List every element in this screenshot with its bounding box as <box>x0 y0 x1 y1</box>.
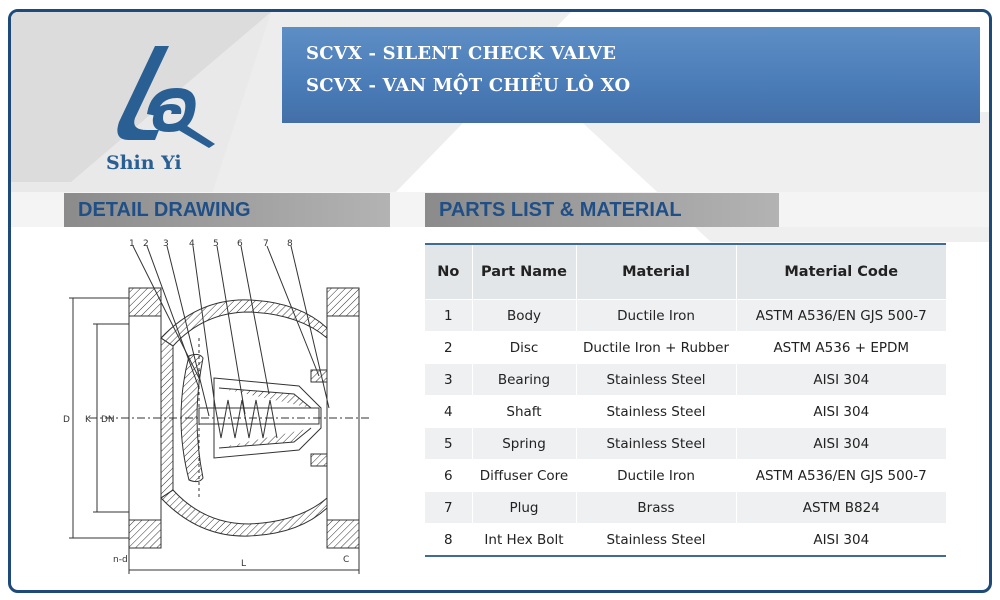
cell-part-name: Plug <box>472 492 576 524</box>
valve-detail-drawing <box>49 238 369 578</box>
cell-part-name: Shaft <box>472 396 576 428</box>
title-english: SCVX - SILENT CHECK VALVE <box>306 43 617 64</box>
col-header-material: Material <box>576 244 736 300</box>
dim-d: D <box>63 415 70 425</box>
callout-7: 7 <box>263 239 269 249</box>
cell-material-code: AISI 304 <box>736 396 946 428</box>
cell-material-code: AISI 304 <box>736 524 946 557</box>
col-header-material-code: Material Code <box>736 244 946 300</box>
cell-no: 8 <box>425 524 472 557</box>
shin-yi-logo-icon <box>97 44 222 154</box>
table-row <box>425 524 946 557</box>
callout-5: 5 <box>213 239 219 249</box>
cell-no: 3 <box>425 364 472 396</box>
brand-name: Shin Yi <box>106 152 182 174</box>
cell-material-code: ASTM A536/EN GJS 500-7 <box>736 460 946 492</box>
callout-4: 4 <box>189 239 195 249</box>
cell-part-name: Disc <box>472 332 576 364</box>
cell-material: Stainless Steel <box>576 524 736 557</box>
cell-no: 1 <box>425 300 472 332</box>
document-frame <box>8 9 992 593</box>
table-row <box>425 364 946 396</box>
cell-part-name: Body <box>472 300 576 332</box>
title-banner <box>282 27 980 123</box>
callout-2: 2 <box>143 239 149 249</box>
cell-no: 7 <box>425 492 472 524</box>
cell-material-code: ASTM B824 <box>736 492 946 524</box>
col-header-part-name: Part Name <box>472 244 576 300</box>
cell-part-name: Diffuser Core <box>472 460 576 492</box>
dim-l: L <box>241 559 247 569</box>
parts-table <box>425 243 946 557</box>
cell-material: Ductile Iron <box>576 300 736 332</box>
dim-dn: DN <box>101 415 115 425</box>
cell-no: 2 <box>425 332 472 364</box>
cell-material-code: AISI 304 <box>736 428 946 460</box>
table-row <box>425 332 946 364</box>
callout-8: 8 <box>287 239 293 249</box>
cell-material: Brass <box>576 492 736 524</box>
col-header-no: No <box>425 244 472 300</box>
table-row <box>425 300 946 332</box>
section-detail-drawing: DETAIL DRAWING <box>64 193 390 227</box>
cell-part-name: Bearing <box>472 364 576 396</box>
table-row <box>425 428 946 460</box>
cell-no: 6 <box>425 460 472 492</box>
cell-material: Stainless Steel <box>576 396 736 428</box>
table-header-row <box>425 244 946 300</box>
title-vietnamese: SCVX - VAN MỘT CHIỀU LÒ XO <box>306 75 631 96</box>
cell-material: Stainless Steel <box>576 428 736 460</box>
dim-c: C <box>343 555 350 565</box>
cell-part-name: Spring <box>472 428 576 460</box>
table-row <box>425 460 946 492</box>
cell-no: 4 <box>425 396 472 428</box>
cell-material-code: AISI 304 <box>736 364 946 396</box>
cell-material: Stainless Steel <box>576 364 736 396</box>
cell-no: 5 <box>425 428 472 460</box>
section-parts-list: PARTS LIST & MATERIAL <box>425 193 779 227</box>
dim-k: K <box>85 415 91 425</box>
callout-1: 1 <box>129 239 135 249</box>
cell-material: Ductile Iron + Rubber <box>576 332 736 364</box>
cell-part-name: Int Hex Bolt <box>472 524 576 557</box>
table-row <box>425 396 946 428</box>
callout-6: 6 <box>237 239 243 249</box>
dim-n-d: n-d <box>113 555 128 565</box>
cell-material: Ductile Iron <box>576 460 736 492</box>
table-row <box>425 492 946 524</box>
cell-material-code: ASTM A536 + EPDM <box>736 332 946 364</box>
callout-3: 3 <box>163 239 169 249</box>
cell-material-code: ASTM A536/EN GJS 500-7 <box>736 300 946 332</box>
